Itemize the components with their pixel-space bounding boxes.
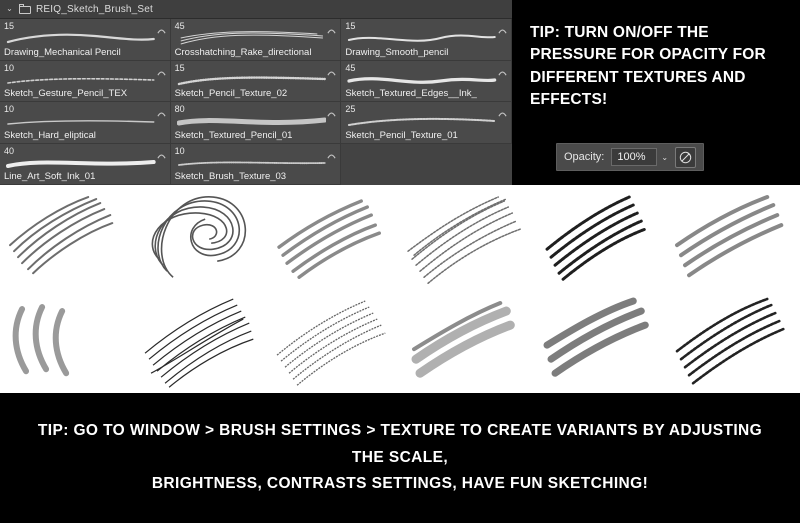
brush-size: 25 — [345, 104, 356, 114]
brush-thumbnail — [347, 30, 497, 48]
pressure-tip-text: TIP: TURN ON/OFF THE PRESSURE FOR OPACITY FOR DIFFERENT TEXTURES AND EFFECTS! — [530, 24, 766, 109]
brush-thumbnail — [6, 72, 156, 90]
brush-list-item[interactable] — [171, 61, 342, 103]
brush-thumbnail — [6, 113, 156, 131]
brush-thumbnail — [347, 113, 497, 131]
brush-thumbnail — [6, 30, 156, 48]
brush-name: Sketch_Textured_Pencil_01 — [174, 129, 293, 141]
brush-thumbnail — [177, 30, 327, 48]
banner-line-2: BRIGHTNESS, CONTRASTS SETTINGS, HAVE FUN SKETCHING! — [151, 475, 649, 493]
brush-name: Line_Art_Soft_Ink_01 — [4, 171, 96, 182]
stroke-sample-1 — [0, 185, 133, 289]
brush-name: Sketch_Pencil_Texture_02 — [174, 88, 288, 99]
brush-list-item[interactable] — [171, 144, 342, 186]
stroke-sample-11 — [533, 289, 666, 393]
brush-set-folder-header[interactable] — [0, 0, 512, 19]
brush-name: Drawing_Smooth_pencil — [345, 46, 449, 58]
brush-name: Sketch_Textured_Edges__Ink_ — [345, 88, 477, 99]
opacity-control-bar — [556, 143, 704, 171]
brush-name: Crosshatching_Rake_directional — [174, 46, 312, 58]
brush-set-title: REIQ_Sketch_Brush_Set — [36, 3, 154, 15]
brush-list-item[interactable] — [0, 61, 171, 103]
chevron-down-icon[interactable]: ⌄ — [661, 152, 669, 162]
brush-size: 10 — [4, 62, 15, 73]
chevron-down-icon[interactable]: ⌄ — [6, 4, 13, 13]
stroke-sample-2 — [133, 185, 266, 289]
stroke-sample-9 — [267, 289, 400, 393]
brush-grid-empty-slot — [341, 144, 512, 186]
brush-grid — [0, 19, 512, 185]
brush-size: 15 — [345, 21, 356, 31]
brush-size: 10 — [4, 104, 15, 114]
pressure-icon — [157, 147, 166, 156]
pressure-tip-panel — [512, 0, 800, 185]
bottom-tip-banner — [0, 393, 800, 523]
brush-list-item[interactable] — [171, 102, 342, 144]
brush-size: 15 — [4, 21, 15, 31]
brush-thumbnail — [177, 155, 327, 173]
brush-list-item[interactable] — [0, 19, 171, 61]
brush-list-item[interactable] — [0, 144, 171, 186]
banner-line-1: TIP: GO TO WINDOW > BRUSH SETTINGS > TEXTURE TO CREATE VARIANTS BY ADJUSTING THE SCALE, — [37, 422, 763, 466]
folder-icon — [19, 4, 31, 14]
stroke-sample-12 — [667, 289, 800, 393]
brush-name: Sketch_Hard_eliptical — [4, 129, 96, 141]
brush-name: Drawing_Mechanical Pencil — [4, 46, 121, 58]
top-section — [0, 0, 800, 185]
pressure-icon — [157, 64, 166, 73]
brush-size: 10 — [174, 145, 185, 156]
brush-size: 80 — [174, 104, 185, 114]
brush-thumbnail — [347, 72, 497, 90]
brush-size: 15 — [174, 62, 185, 73]
pressure-icon — [157, 105, 166, 114]
pressure-icon — [327, 22, 336, 31]
brush-list-item[interactable] — [0, 102, 171, 144]
pressure-for-opacity-toggle-icon[interactable] — [675, 147, 696, 168]
brush-panel — [0, 0, 512, 185]
pressure-icon — [327, 105, 336, 114]
brush-list-item[interactable] — [341, 61, 512, 103]
pressure-icon — [498, 105, 507, 114]
stroke-sample-7 — [0, 289, 133, 393]
stroke-samples-grid — [0, 185, 800, 393]
stroke-sample-10 — [400, 289, 533, 393]
brush-thumbnail — [177, 113, 327, 131]
brush-size: 45 — [174, 21, 185, 31]
brush-list-item[interactable] — [341, 19, 512, 61]
opacity-label: Opacity: — [564, 151, 605, 163]
brush-size: 40 — [4, 145, 15, 156]
pressure-icon — [498, 22, 507, 31]
stroke-sample-5 — [533, 185, 666, 289]
pressure-icon — [157, 22, 166, 31]
brush-list-item[interactable] — [171, 19, 342, 61]
brush-thumbnail — [177, 72, 327, 90]
opacity-input[interactable]: 100% — [611, 148, 657, 166]
stroke-sample-8 — [133, 289, 266, 393]
brush-size: 45 — [345, 62, 356, 73]
pressure-icon — [327, 147, 336, 156]
brush-name: Sketch_Gesture_Pencil_TEX — [4, 88, 128, 99]
brush-name: Sketch_Pencil_Texture_01 — [345, 129, 458, 141]
pressure-icon — [498, 64, 507, 73]
stroke-sample-4 — [400, 185, 533, 289]
pressure-icon — [327, 64, 336, 73]
stroke-sample-6 — [667, 185, 800, 289]
brush-thumbnail — [6, 155, 156, 173]
brush-list-item[interactable] — [341, 102, 512, 144]
brush-name: Sketch_Brush_Texture_03 — [174, 171, 287, 182]
stroke-sample-3 — [267, 185, 400, 289]
